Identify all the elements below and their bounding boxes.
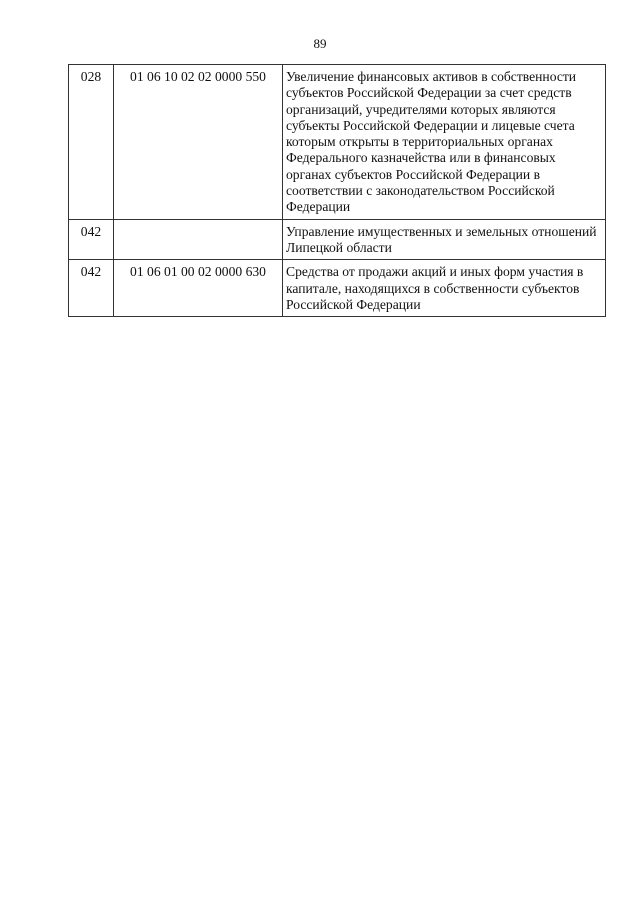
- table-row: [69, 65, 606, 220]
- budget-table: [68, 64, 606, 317]
- description-cell: Увеличение финансовых активов в собственности субъектов Российской Федерации за счет средств организаций, учредителями которых являются субъекты Российской Федерации и лицевые счета которым открыты в территориальных органах Федерального казначейства или в финансовых органах субъектов Российской Федерации в соответствии с законодательством Российской Федерации: [283, 65, 606, 220]
- admin-code-cell: 042: [69, 260, 114, 317]
- classification-code-cell: [114, 219, 283, 260]
- description-cell: Управление имущественных и земельных отношений Липецкой области: [283, 219, 606, 260]
- classification-code-cell: 01 06 01 00 02 0000 630: [114, 260, 283, 317]
- description-cell: Средства от продажи акций и иных форм участия в капитале, находящихся в собственности субъектов Российской Федерации: [283, 260, 606, 317]
- table-row: [69, 260, 606, 317]
- admin-code-cell: 042: [69, 219, 114, 260]
- page-number: 89: [313, 36, 327, 51]
- classification-code-cell: 01 06 10 02 02 0000 550: [114, 65, 283, 220]
- table-row: [69, 219, 606, 260]
- admin-code-cell: 028: [69, 65, 114, 220]
